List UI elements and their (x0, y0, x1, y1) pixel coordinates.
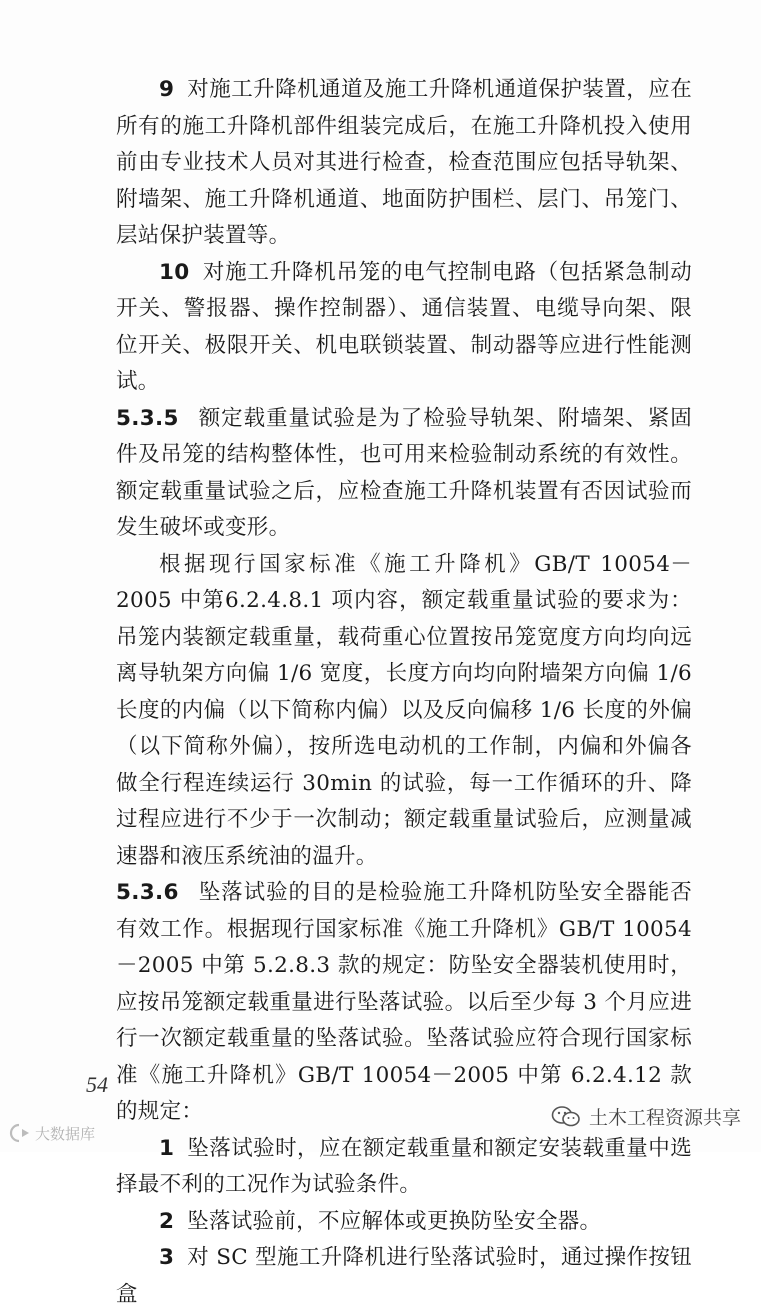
watermark-account (551, 1103, 741, 1130)
section-text: 坠落试验的目的是检验施工升降机防坠安全器能否有效工作。根据现行国家标准《施工升降机》GB/T 10054－2005 中第 5.2.8.3 款的规定：防坠安全器装机使用时，应按吊笼额定载重量进行坠落试验。以后至少每 3 个月应进行一次额定载重量的坠落试验。坠落试验应符合现行国家标准《施工升降机》GB/T 10054－2005 中第 6.2.4.12 款的规定： (116, 880, 692, 1124)
list-item (116, 1204, 692, 1241)
item-text: 对施工升降机吊笼的电气控制电路（包括紧急制动开关、警报器、操作控制器）、通信装置、电缆导向架、限位开关、极限开关、机电联锁装置、制动器等应进行性能测试。 (116, 259, 692, 394)
section-text: 额定载重量试验是为了检验导轨架、附墙架、紧固件及吊笼的结构整体性，也可用来检验制动系统的有效性。额定载重量试验之后，应检查施工升降机装置有否因试验而发生破坏或变形。 (116, 405, 692, 540)
list-item (116, 72, 692, 255)
item-number: 3 (159, 1245, 175, 1270)
watermark-logo-icon (8, 1122, 32, 1144)
item-text: 坠落试验前，不应解体或更换防坠安全器。 (187, 1208, 602, 1234)
page-number: 54 (86, 1072, 108, 1097)
body-paragraph (116, 547, 692, 876)
item-number: 9 (159, 77, 175, 102)
paragraph-text: 根据现行国家标准《施工升降机》GB/T 10054－2005 中第6.2.4.8.1 项内容，额定载重量试验的要求为：吊笼内装额定载重量，载荷重心位置按吊笼宽度方向均向远离导轨架方向偏 1/6 宽度，长度方向均向附墙架方向偏 1/6 长度的内偏（以下简称内偏）以及反向偏移 1/6 长度的外偏（以下简称外偏），按所选电动机的工作制，内偏和外偏各做全行程连续运行 30min 的试验，每一工作循环的升、降过程应进行不少于一次制动；额定载重量试验后，应测量减速器和液压系统油的温升。 (116, 551, 692, 869)
section-number: 5.3.6 (116, 880, 179, 905)
list-item (116, 255, 692, 401)
section-paragraph (116, 875, 692, 1131)
watermark-logo (8, 1122, 95, 1144)
list-item (116, 1240, 692, 1313)
watermark-logo-text: 大数据库 (35, 1124, 96, 1143)
wechat-icon (551, 1105, 581, 1129)
section-number: 5.3.5 (116, 405, 179, 431)
item-number: 10 (159, 259, 190, 285)
list-item (116, 1131, 692, 1204)
item-text: 坠落试验时，应在额定载重量和额定安装载重量中选择最不利的工况作为试验条件。 (116, 1135, 692, 1197)
section-paragraph (116, 401, 692, 547)
watermark-account-name: 土木工程资源共享 (588, 1107, 741, 1129)
item-text: 对 SC 型施工升降机进行坠落试验时，通过操作按钮盒 (116, 1245, 692, 1307)
item-number: 1 (159, 1135, 175, 1161)
item-text: 对施工升降机通道及施工升降机通道保护装置，应在所有的施工升降机部件组装完成后，在施工升降机投入使用前由专业技术人员对其进行检查，检查范围应包括导轨架、附墙架、施工升降机通道、地面防护围栏、层门、吊笼门、层站保护装置等。 (116, 77, 692, 248)
item-number: 2 (159, 1208, 175, 1234)
